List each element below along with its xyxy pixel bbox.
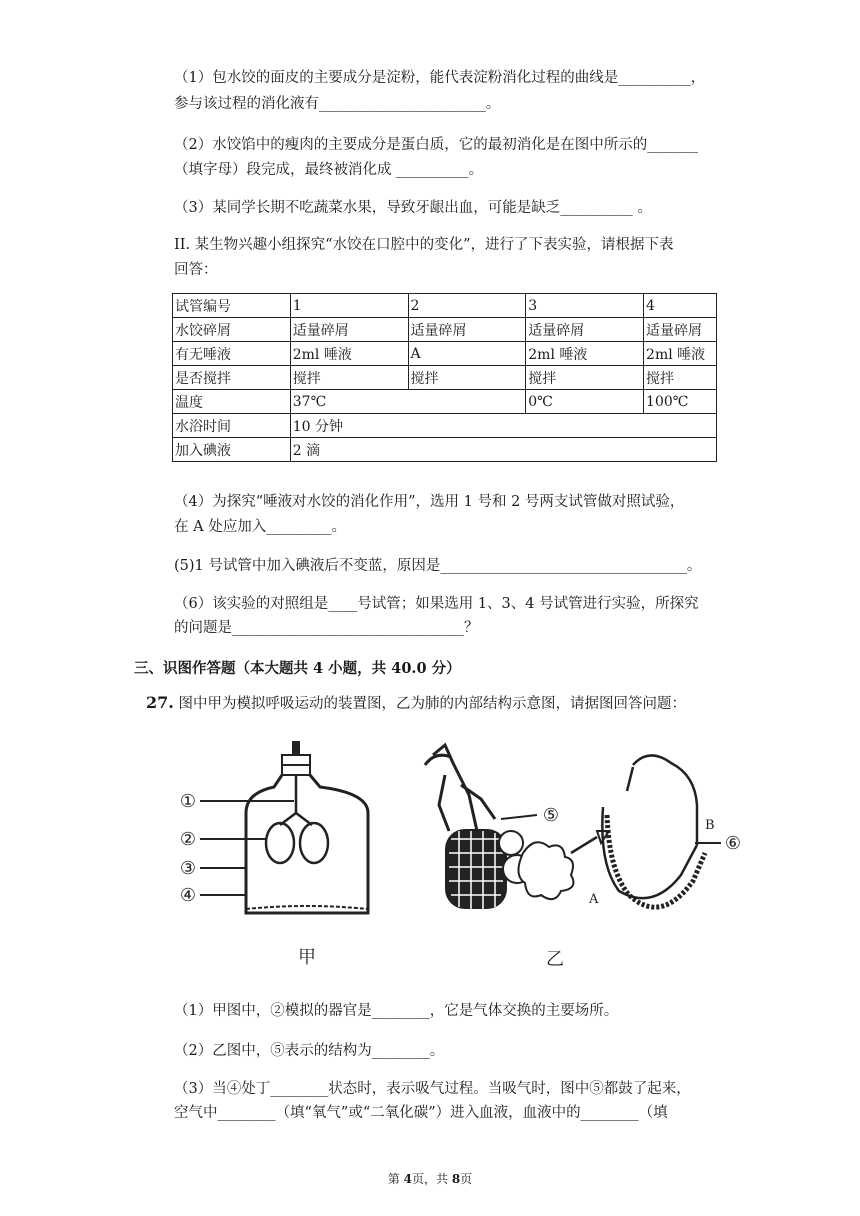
table-row — [173, 318, 717, 342]
table-cell: 1 — [290, 294, 408, 318]
table-cell: 100℃ — [644, 390, 717, 414]
part-ii-intro-line-2: 回答： — [174, 262, 218, 278]
total-pages: 8 — [451, 1172, 461, 1186]
question-6-line-1: （6）该实验的对照组是____号试管；如果选用 1、3、4 号试管进行实验，所探究 — [174, 596, 699, 612]
caption-left: 甲 — [298, 947, 316, 968]
label-5: ⑤ — [542, 805, 560, 826]
question-27-1: （1）甲图中，②模拟的器官是________，它是气体交换的主要场所。 — [174, 1003, 619, 1019]
bell-jar-diagram — [170, 735, 370, 975]
table-cell: 2ml 唾液 — [526, 342, 644, 366]
table-cell: 温度 — [173, 390, 291, 414]
table-cell: 适量碎屑 — [644, 318, 717, 342]
question-6-line-2: 的问题是________________________________？ — [174, 620, 479, 636]
label-b: B — [705, 818, 715, 833]
table-cell: 水浴时间 — [173, 414, 291, 438]
question-3-line: （3）某同学长期不吃蔬菜水果，导致牙龈出血，可能是缺乏__________ 。 — [174, 200, 652, 216]
question-number: 27. — [146, 693, 174, 712]
table-cell: 搅拌 — [644, 366, 717, 390]
table-cell: A — [408, 342, 526, 366]
table-cell: 适量碎屑 — [290, 318, 408, 342]
table-cell: 搅拌 — [526, 366, 644, 390]
question-2-line-1: （2）水饺馅中的瘦肉的主要成分是蛋白质，它的最初消化是在图中所示的_______ — [174, 137, 698, 153]
label-1: ① — [179, 791, 197, 812]
experiment-table — [172, 293, 717, 462]
footer-text: 第 — [387, 1172, 404, 1186]
label-3: ③ — [179, 858, 197, 879]
footer-text: 页 — [460, 1172, 473, 1186]
table-cell: 搅拌 — [290, 366, 408, 390]
table-cell: 水饺碎屑 — [173, 318, 291, 342]
table-cell: 是否搅拌 — [173, 366, 291, 390]
part-ii-intro-line-1: II. 某生物兴趣小组探究“水饺在口腔中的变化”，进行了下表实验，请根据下表 — [174, 237, 674, 253]
table-cell: 3 — [526, 294, 644, 318]
question-5-line: (5)1 号试管中加入碘液后不变蓝，原因是__________________________________。 — [174, 558, 702, 574]
question-4-line-2: 在 A 处应加入_________。 — [174, 519, 346, 535]
table-cell: 0℃ — [526, 390, 644, 414]
question-4-line-1: （4）为探究“唾液对水饺的消化作用”，选用 1 号和 2 号两支试管做对照试验， — [174, 494, 685, 510]
question-1-line-2: 参与该过程的消化液有_______________________。 — [174, 96, 501, 112]
table-cell: 2ml 唾液 — [290, 342, 408, 366]
question-27-3-line-2: 空气中________（填“氧气”或“二氧化碳”）进入血液，血液中的________（填 — [174, 1105, 668, 1121]
table-row — [173, 390, 717, 414]
page-footer — [0, 1170, 860, 1187]
table-cell: 2 — [408, 294, 526, 318]
label-6: ⑥ — [724, 833, 742, 854]
table-cell: 4 — [644, 294, 717, 318]
table-row — [173, 438, 717, 462]
table-cell: 适量碎屑 — [526, 318, 644, 342]
label-2: ② — [179, 829, 197, 850]
table-cell: 10 分钟 — [290, 414, 716, 438]
table-row — [173, 294, 717, 318]
table-row — [173, 342, 717, 366]
page-number: 4 — [403, 1172, 412, 1186]
question-27-2: （2）乙图中，⑤表示的结构为________。 — [174, 1043, 445, 1059]
question-1-line-1: （1）包水饺的面皮的主要成分是淀粉，能代表淀粉消化过程的曲线是__________， — [174, 70, 706, 86]
label-a: A — [589, 892, 599, 907]
question-27-stem — [146, 692, 686, 713]
table-cell: 2 滴 — [290, 438, 716, 462]
table-cell: 加入碘液 — [173, 438, 291, 462]
table-row — [173, 414, 717, 438]
question-2-line-2: （填字母）段完成，最终被消化成 __________。 — [174, 162, 484, 178]
label-4: ④ — [179, 885, 197, 906]
table-cell: 试管编号 — [173, 294, 291, 318]
question-27-3-line-1: （3）当④处丁________状态时，表示吸气过程。当吸气时，图中⑤都鼓了起来， — [174, 1081, 691, 1097]
table-cell: 适量碎屑 — [408, 318, 526, 342]
table-cell: 2ml 唾液 — [644, 342, 717, 366]
table-row — [173, 366, 717, 390]
table-cell: 搅拌 — [408, 366, 526, 390]
table-cell: 37℃ — [290, 390, 526, 414]
question-27-text: 图中甲为模拟呼吸运动的装置图，乙为肺的内部结构示意图，请据图回答问题： — [178, 696, 686, 712]
footer-text: 页，共 — [411, 1172, 452, 1186]
caption-right: 乙 — [546, 949, 564, 970]
table-cell: 有无唾液 — [173, 342, 291, 366]
section-title: 三、识图作答题（本大题共 4 小题，共 40.0 分） — [134, 660, 461, 677]
lung-structure-diagram — [405, 735, 760, 975]
